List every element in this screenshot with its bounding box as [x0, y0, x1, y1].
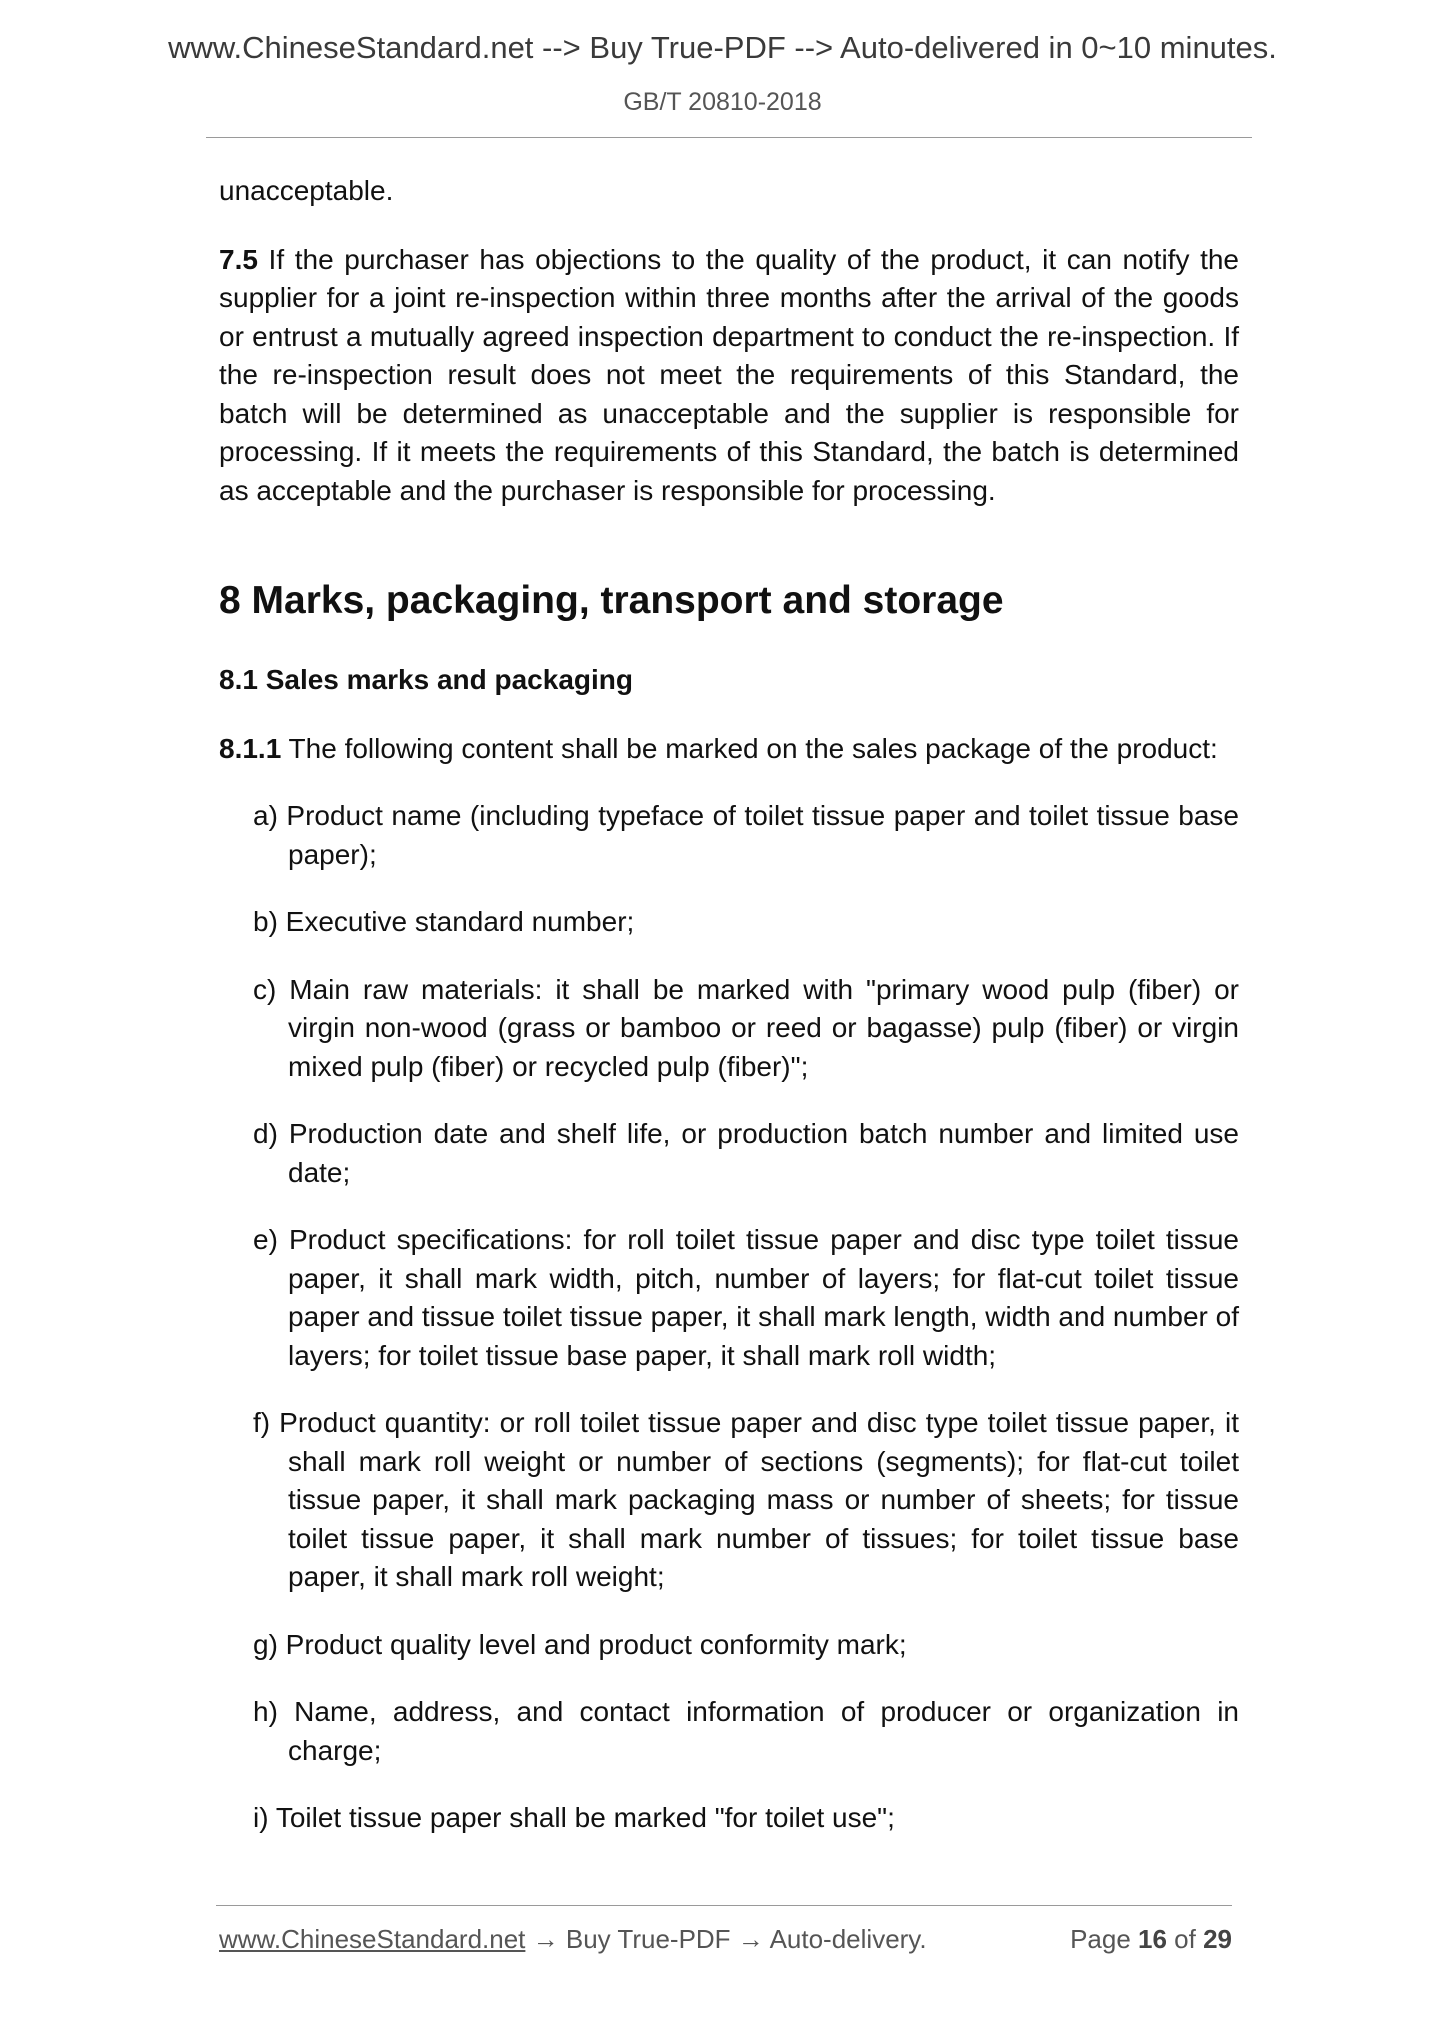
clause-number: 8.1.1 [219, 732, 282, 764]
footer-site-link[interactable]: www.ChineseStandard.net [219, 1924, 526, 1954]
clause-8-1-1 [219, 730, 1239, 769]
subsection-heading: 8.1 Sales marks and packaging [219, 664, 633, 695]
footer-tagline: → Buy True-PDF → Auto-delivery. [525, 1924, 927, 1954]
list-item: g) Product quality level and product conformity mark; [253, 1628, 907, 1660]
section-heading: 8 Marks, packaging, transport and storage [219, 579, 1004, 622]
list-item: h) Name, address, and contact information of producer or organization in charge; [253, 1696, 1239, 1766]
footer-divider [216, 1905, 1232, 1906]
list-item: c) Main raw materials: it shall be marked with "primary wood pulp (fiber) or virgin non-wood (grass or bamboo or reed or bagasse) pulp (fiber) or virgin mixed pulp (fiber) or recycled pulp (fiber)"; [253, 973, 1239, 1082]
page-label: Page [1070, 1924, 1139, 1954]
continued-text: unacceptable. [219, 175, 394, 206]
document-body [219, 172, 1239, 1838]
clause-text: If the purchaser has objections to the quality of the product, it can notify the supplier for a joint re-inspection within three months after the arrival of the goods or entrust a mutually agreed inspection department to conduct the re-inspection. If the re-inspection result does not meet the requirements of this Standard, the batch will be determined as unacceptable and the supplier is responsible for processing. If it meets the requirements of this Standard, the batch is determined as acceptable and the purchaser is responsible for processing. [219, 243, 1239, 506]
top-banner: www.ChineseStandard.net --> Buy True-PDF --> Auto-delivered in 0~10 minutes. [168, 30, 1277, 65]
list-item: f) Product quantity: or roll toilet tissue paper and disc type toilet tissue paper, it shall mark roll weight or number of sections (segments); for flat-cut toilet tissue paper, it shall mark packaging mass or number of sheets; for tissue toilet tissue paper, it shall mark number of tissues; for toilet tissue base paper, it shall mark roll weight; [253, 1407, 1239, 1592]
of-label: of [1166, 1924, 1204, 1954]
page-footer [219, 1924, 1232, 1955]
page-total: 29 [1203, 1924, 1232, 1954]
clause-7-5 [219, 241, 1239, 511]
document-code: GB/T 20810-2018 [623, 88, 822, 116]
header-divider [206, 137, 1252, 138]
list-item: e) Product specifications: for roll toilet tissue paper and disc type toilet tissue paper, it shall mark width, pitch, number of layers; for flat-cut toilet tissue paper and tissue toilet tissue paper, it shall mark length, width and number of layers; for toilet tissue base paper, it shall mark roll width; [253, 1224, 1239, 1371]
marking-requirements-list [219, 797, 1239, 1838]
list-item: a) Product name (including typeface of toilet tissue paper and toilet tissue base paper); [253, 800, 1239, 870]
clause-number: 7.5 [219, 243, 258, 275]
list-item: d) Production date and shelf life, or production batch number and limited use date; [253, 1118, 1239, 1188]
list-item: b) Executive standard number; [253, 906, 635, 937]
page-number: 16 [1138, 1924, 1167, 1954]
list-item: i) Toilet tissue paper shall be marked "for toilet use"; [253, 1802, 895, 1833]
page-indicator [1070, 1924, 1232, 1955]
clause-text: The following content shall be marked on the sales package of the product: [281, 732, 1218, 764]
